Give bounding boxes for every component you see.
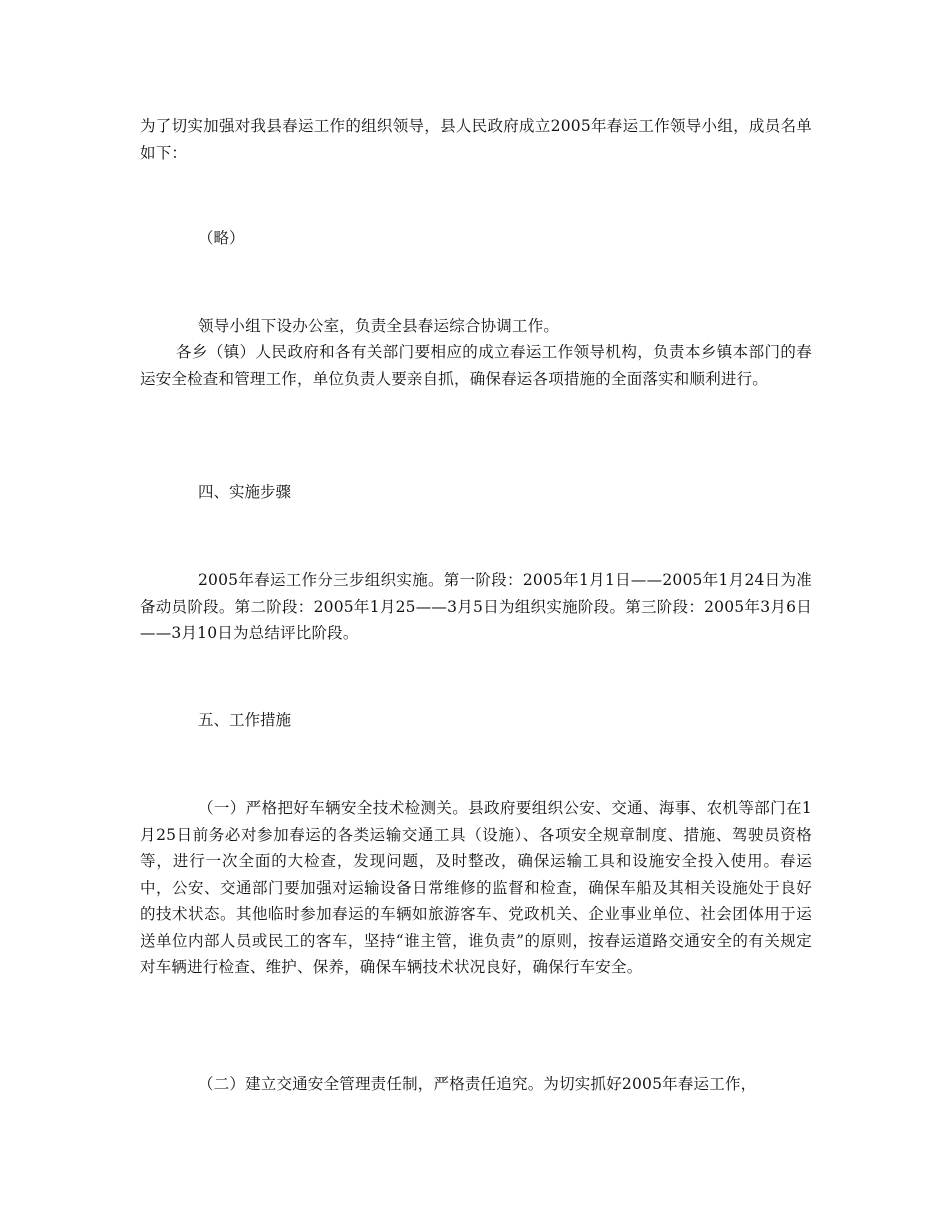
section-five-heading: 五、工作措施	[198, 711, 292, 729]
section-four-paragraph: 2005年春运工作分三步组织实施。第一阶段：2005年1月1日——2005年1月24日为准备动员阶段。第二阶段：2005年1月25——3月5日为组织实施阶段。第三阶段：2005年3月6日——3月10日为总结评比阶段。	[140, 571, 812, 642]
omitted-member-list: （略）	[198, 229, 245, 247]
section-four-heading: 四、实施步骤	[198, 483, 292, 501]
measure-two-paragraph: （二）建立交通安全管理责任制，严格责任追究。为切实抓好2005年春运工作，	[198, 1075, 757, 1093]
intro-paragraph: 为了切实加强对我县春运工作的组织领导，县人民政府成立2005年春运工作领导小组，成员名单如下：	[140, 117, 812, 162]
measure-one-paragraph: （一）严格把好车辆安全技术检测关。县政府要组织公安、交通、海事、农机等部门在1月25日前务必对参加春运的各类运输交通工具（设施）、各项安全规章制度、措施、驾驶员资格等，进行一次全面的大检查，发现问题，及时整改，确保运输工具和设施安全投入使用。春运中，公安、交通部门要加强对运输设备日常维修的监督和检查，确保车船及其相关设施处于良好的技术状态。其他临时参加春运的车辆如旅游客车、党政机关、企业事业单位、社会团体用于运送单位内部人员或民工的客车，坚持“谁主管，谁负责”的原则，按春运道路交通安全的有关规定对车辆进行检查、维护、保养，确保车辆技术状况良好，确保行车安全。	[140, 799, 812, 976]
office-paragraph: 领导小组下设办公室，负责全县春运综合协调工作。	[198, 317, 560, 335]
township-paragraph: 各乡（镇）人民政府和各有关部门要相应的成立春运工作领导机构，负责本乡镇本部门的春运安全检查和管理工作，单位负责人要亲自抓，确保春运各项措施的全面落实和顺利进行。	[140, 343, 812, 388]
